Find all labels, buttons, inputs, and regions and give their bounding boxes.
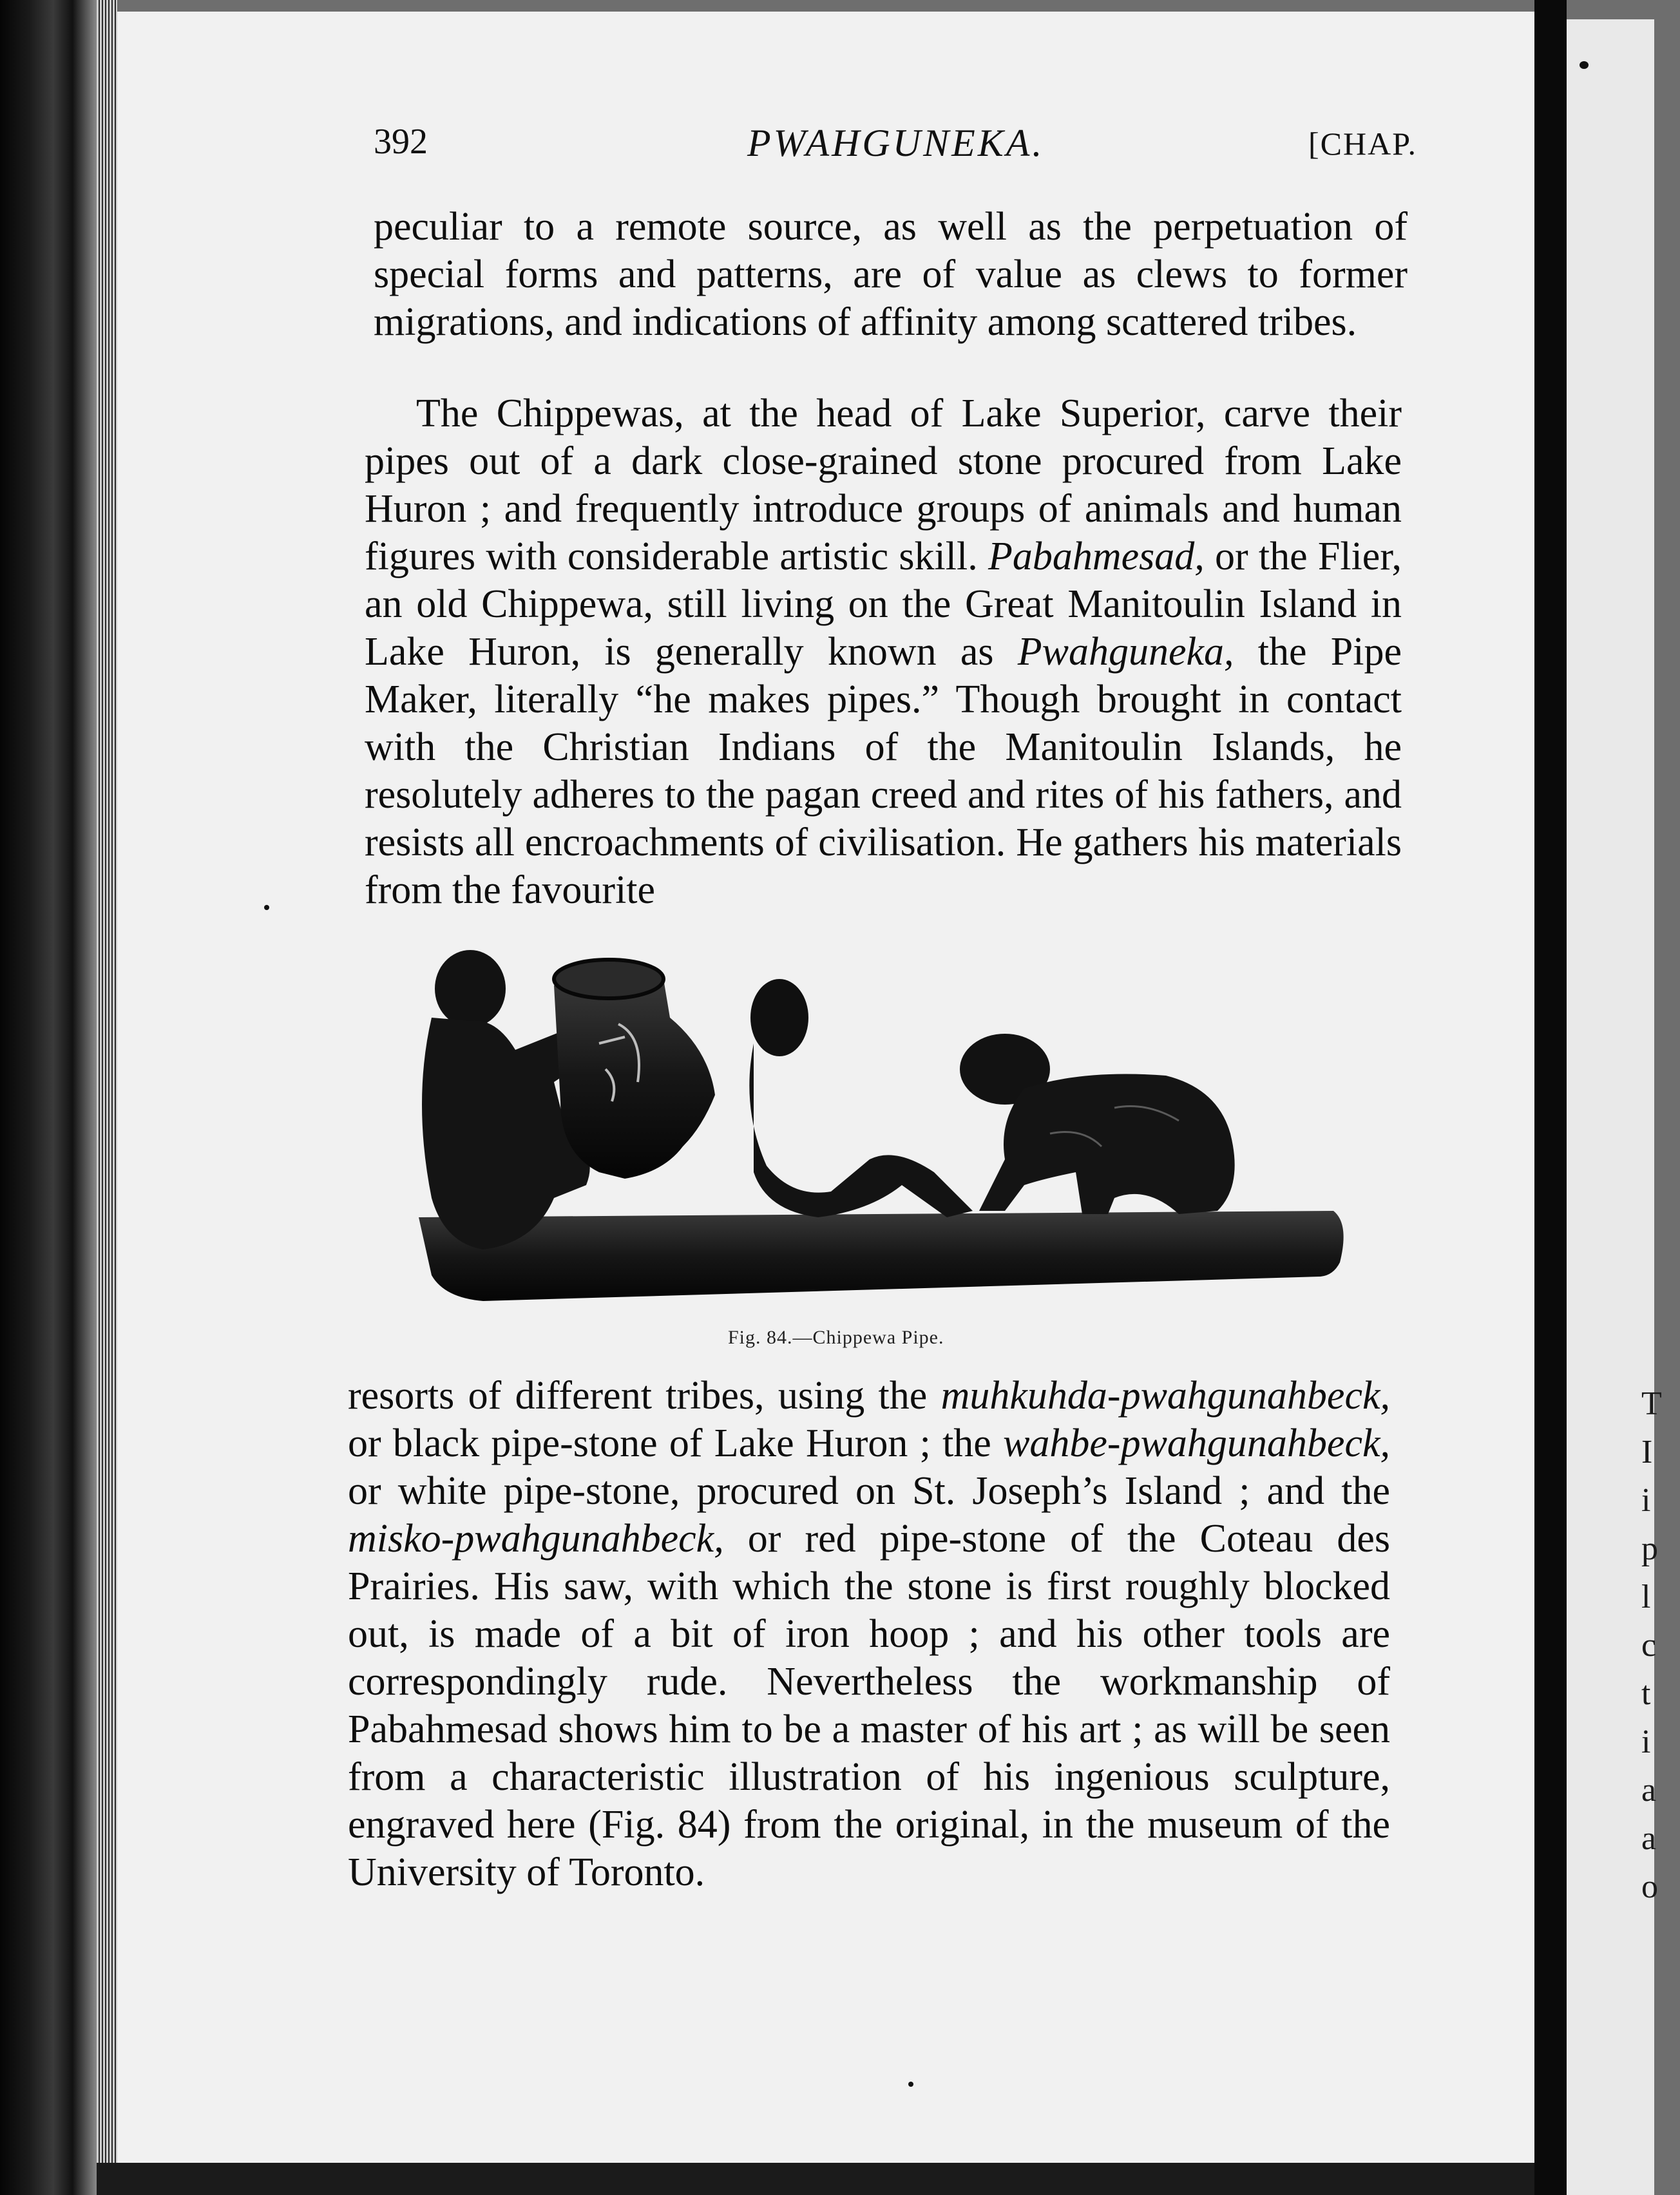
facing-page-letter: p bbox=[1641, 1530, 1658, 1567]
paragraph-3 bbox=[348, 1372, 1390, 1896]
pipe-stem-base bbox=[419, 1211, 1344, 1301]
facing-page-letter: o bbox=[1641, 1868, 1658, 1905]
facing-page-letter: t bbox=[1641, 1675, 1651, 1712]
running-head: PWAHGUNEKA. bbox=[747, 122, 1045, 164]
dust-speck bbox=[1580, 61, 1589, 69]
page-bottom-shadow bbox=[97, 2163, 1552, 2195]
facing-page-letter: l bbox=[1641, 1579, 1651, 1615]
paragraph-1: peculiar to a remote source, as well as the perpetuation of special forms and patterns, are of value as clews to former migrations, and indications of affinity among scattered tribes. bbox=[374, 205, 1408, 344]
term-black-pipestone: muhkuhda-pwahgunahbeck, bbox=[940, 1374, 1390, 1418]
figure-caption: Fig. 84.—Chippewa Pipe. bbox=[728, 1327, 944, 1348]
term-white-pipestone: wahbe-pwahgunahbeck, bbox=[1003, 1421, 1390, 1465]
paragraph-2-text-b: or the Flier, an old Chippewa, still living on the Great Manitoulin Island in Lake Huron, is generally known as bbox=[365, 535, 1402, 674]
paragraph-3-text-d: or red pipe-stone of the Coteau des Prairies. His saw, with which the stone is first roughly blocked out, is made of a bit of iron hoop ; and his other tools are correspondingly rude. Nevertheless the workmanship of Pabahmesad shows him to be a master of his art ; as will be seen from a characteristic illustration of his ingenious sculpture, engraved here (Fig. 84) from the original, in the museum of the University of Toronto. bbox=[348, 1517, 1390, 1894]
book-binding-left bbox=[0, 0, 97, 2195]
paragraph-3-text-a: resorts of different tribes, using the bbox=[348, 1374, 941, 1418]
paragraph-2-text-a: The Chippewas, at the head of Lake Superior, carve their pipes out of a dark close-grained stone procured from Lake Huron ; and frequently introduce groups of animals and human figures with considerable artistic skill. bbox=[365, 392, 1402, 578]
paragraph-3-text-c: or white pipe-stone, procured on St. Joseph’s Island ; and the bbox=[348, 1469, 1390, 1513]
page-header bbox=[374, 121, 1417, 173]
facing-page-letter: i bbox=[1641, 1724, 1651, 1760]
middle-figure-head bbox=[750, 979, 808, 1056]
dust-speck bbox=[264, 905, 269, 910]
name-pabahmesad: Pabahmesad, bbox=[988, 535, 1205, 578]
page-number: 392 bbox=[374, 122, 428, 162]
left-figure-head bbox=[435, 950, 506, 1027]
facing-page-letter: T bbox=[1641, 1385, 1662, 1422]
facing-page-letter: i bbox=[1641, 1482, 1651, 1519]
facing-page-letter: a bbox=[1641, 1772, 1657, 1809]
paragraph-3-text-b: or black pipe-stone of Lake Huron ; the bbox=[348, 1421, 1004, 1465]
facing-page-edge bbox=[1567, 19, 1662, 2195]
paragraph-2 bbox=[365, 390, 1402, 914]
name-pwahguneka: Pwahguneka, bbox=[1017, 630, 1234, 674]
term-red-pipestone: misko-pwahgunahbeck, bbox=[348, 1517, 724, 1561]
paragraph-2-text-c: the Pipe Maker, literally “he makes pipes.” Though brought in contact with the Christian Indians of the Manitoulin Islands, he resolutely adheres to the pagan creed and rites of his fathers, and resists all encroachments of civilisation. He gathers his materials from the favourite bbox=[365, 630, 1402, 912]
pipe-engraving bbox=[406, 940, 1353, 1314]
chapter-mark: [CHAP. bbox=[1308, 126, 1417, 162]
page-edges bbox=[97, 0, 117, 2195]
pipe-bowl bbox=[554, 974, 715, 1179]
book-gutter bbox=[1534, 0, 1567, 2195]
figure-chippewa-pipe bbox=[406, 940, 1353, 1314]
facing-page-letter: c bbox=[1641, 1627, 1657, 1664]
dust-speck bbox=[908, 2082, 913, 2087]
pipe-bowl-rim bbox=[554, 960, 663, 998]
facing-page-letter: a bbox=[1641, 1820, 1657, 1857]
facing-page-letter: I bbox=[1641, 1434, 1653, 1470]
middle-figure-body bbox=[749, 1043, 973, 1217]
